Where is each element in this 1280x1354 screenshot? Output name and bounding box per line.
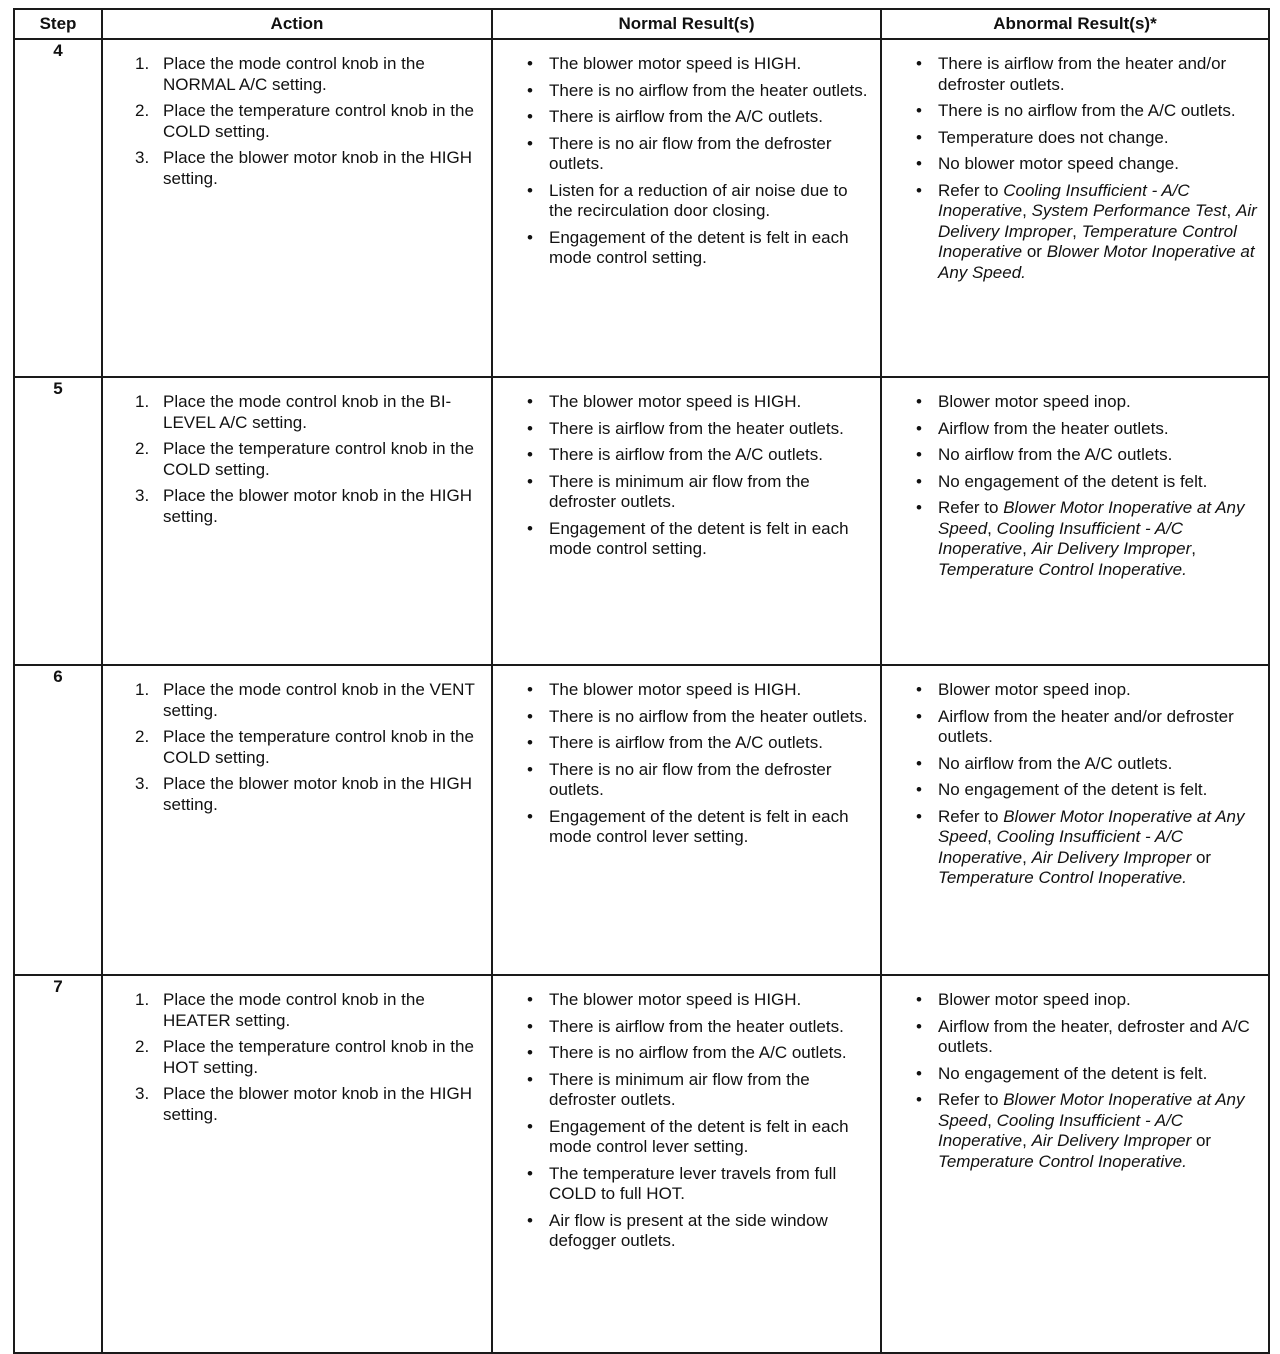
- refer-separator: ,: [1226, 201, 1236, 220]
- table-row: [14, 39, 1269, 377]
- action-item: [135, 1037, 481, 1078]
- header-row: [14, 9, 1269, 39]
- refer-prefix: Refer to: [938, 498, 999, 517]
- abnormal-results-list: [892, 54, 1258, 283]
- normal-result-item: • There is minimum air flow from the defroster outlets.: [527, 472, 870, 513]
- refer-separator: or: [1191, 1131, 1212, 1150]
- abnormal-results-cell: [881, 665, 1269, 975]
- abnormal-result-item: • There is airflow from the heater and/or defroster outlets.: [916, 54, 1258, 95]
- refer-prefix: Refer to: [938, 806, 999, 826]
- action-number: 3.: [135, 486, 150, 505]
- abnormal-result-item: • No airflow from the A/C outlets.: [916, 445, 1258, 466]
- action-text: Place the blower motor knob in the HIGH setting.: [163, 1084, 472, 1124]
- action-number: 1.: [135, 990, 150, 1009]
- abnormal-result-item: • Airflow from the heater outlets.: [916, 419, 1258, 440]
- normal-result-item: • The blower motor speed is HIGH.: [527, 54, 870, 75]
- normal-result-item: • Air flow is present at the side window defogger outlets.: [527, 1211, 870, 1252]
- action-list: [113, 392, 481, 527]
- action-list: [113, 680, 481, 815]
- refer-procedure: Cooling Insufficient - A/C Inoperative: [938, 518, 1184, 558]
- refer-separator: ,: [1072, 221, 1082, 241]
- action-item: [135, 148, 481, 189]
- header-action: Action: [102, 9, 492, 39]
- refer-separator: or: [1191, 847, 1212, 867]
- normal-result-item: • There is airflow from the heater outlets.: [527, 419, 870, 440]
- normal-result-item: • Engagement of the detent is felt in each mode control lever setting.: [527, 807, 870, 848]
- step-number: 4: [14, 39, 102, 377]
- normal-result-item: • There is airflow from the A/C outlets.: [527, 733, 870, 754]
- normal-result-item: • Engagement of the detent is felt in each mode control setting.: [527, 519, 870, 560]
- action-number: 3.: [135, 774, 150, 793]
- refer-procedure: Blower Motor Inoperative at Any Speed.: [938, 242, 1255, 282]
- abnormal-results-list: [892, 680, 1258, 889]
- action-cell: [102, 975, 492, 1353]
- normal-result-item: • There is no airflow from the heater outlets.: [527, 81, 870, 102]
- normal-result-item: • There is airflow from the heater outlets.: [527, 1017, 870, 1038]
- diagnostic-table: [13, 8, 1270, 1354]
- action-text: Place the blower motor knob in the HIGH setting.: [163, 774, 472, 814]
- normal-result-item: • The temperature lever travels from full COLD to full HOT.: [527, 1164, 870, 1205]
- abnormal-result-item: • Temperature does not change.: [916, 128, 1258, 149]
- refer-to-item: [916, 807, 1258, 889]
- action-item: [135, 990, 481, 1031]
- action-text: Place the blower motor knob in the HIGH setting.: [163, 486, 472, 526]
- action-list: [113, 990, 481, 1125]
- action-cell: [102, 377, 492, 665]
- action-item: [135, 774, 481, 815]
- normal-result-item: • There is minimum air flow from the defroster outlets.: [527, 1070, 870, 1111]
- abnormal-results-cell: [881, 377, 1269, 665]
- refer-separator: ,: [1022, 539, 1032, 558]
- action-item: [135, 101, 481, 142]
- normal-results-cell: [492, 665, 881, 975]
- abnormal-result-item: • Blower motor speed inop.: [916, 392, 1258, 413]
- refer-procedure: Temperature Control Inoperative.: [938, 1151, 1187, 1171]
- normal-results-cell: [492, 377, 881, 665]
- header-normal-results: Normal Result(s): [492, 9, 881, 39]
- action-number: 1.: [135, 54, 150, 73]
- action-item: [135, 1084, 481, 1125]
- normal-results-list: [503, 990, 870, 1252]
- refer-procedure: Blower Motor Inoperative at Any Speed: [938, 1090, 1245, 1130]
- abnormal-result-item: • Airflow from the heater, defroster and A/C outlets.: [916, 1017, 1258, 1058]
- normal-result-item: • The blower motor speed is HIGH.: [527, 680, 870, 701]
- refer-separator: ,: [1022, 201, 1032, 220]
- abnormal-results-cell: [881, 975, 1269, 1353]
- action-text: Place the mode control knob in the NORMAL A/C setting.: [163, 54, 425, 94]
- action-list: [113, 54, 481, 189]
- action-text: Place the mode control knob in the HEATER setting.: [163, 990, 425, 1030]
- action-text: Place the temperature control knob in the HOT setting.: [163, 1037, 474, 1077]
- action-number: 1.: [135, 680, 150, 699]
- normal-result-item: • Engagement of the detent is felt in each mode control setting.: [527, 228, 870, 269]
- refer-to-item: [916, 181, 1258, 284]
- table-row: [14, 377, 1269, 665]
- normal-result-item: • There is no airflow from the A/C outlets.: [527, 1043, 870, 1064]
- refer-separator: or: [1022, 242, 1047, 261]
- refer-separator: ,: [987, 1110, 997, 1130]
- normal-results-list: [503, 392, 870, 560]
- abnormal-result-item: • No engagement of the detent is felt.: [916, 780, 1258, 801]
- action-text: Place the temperature control knob in the COLD setting.: [163, 439, 474, 479]
- refer-procedure: Cooling Insufficient - A/C Inoperative: [938, 180, 1190, 220]
- action-item: [135, 486, 481, 527]
- normal-result-item: • Listen for a reduction of air noise due to the recirculation door closing.: [527, 181, 870, 222]
- refer-procedure: Temperature Control Inoperative.: [938, 868, 1187, 887]
- abnormal-result-item: • Blower motor speed inop.: [916, 680, 1258, 701]
- refer-separator: ,: [1191, 539, 1196, 558]
- normal-result-item: • There is airflow from the A/C outlets.: [527, 107, 870, 128]
- normal-results-cell: [492, 975, 881, 1353]
- abnormal-results-cell: [881, 39, 1269, 377]
- abnormal-result-item: • Airflow from the heater and/or defroster outlets.: [916, 707, 1258, 748]
- header-abnormal-results: Abnormal Result(s)*: [881, 9, 1269, 39]
- action-number: 2.: [135, 101, 150, 120]
- action-text: Place the blower motor knob in the HIGH setting.: [163, 148, 472, 188]
- normal-results-list: [503, 54, 870, 269]
- step-number: 5: [14, 377, 102, 665]
- action-number: 3.: [135, 148, 150, 167]
- refer-procedure: Blower Motor Inoperative at Any Speed: [938, 498, 1245, 538]
- refer-procedure: Cooling Insufficient - A/C Inoperative: [938, 1110, 1184, 1150]
- abnormal-result-item: • Blower motor speed inop.: [916, 990, 1258, 1011]
- action-number: 2.: [135, 439, 150, 458]
- normal-result-item: • There is airflow from the A/C outlets.: [527, 445, 870, 466]
- normal-results-list: [503, 680, 870, 848]
- refer-prefix: Refer to: [938, 1090, 999, 1109]
- abnormal-result-item: • No engagement of the detent is felt.: [916, 472, 1258, 493]
- action-cell: [102, 665, 492, 975]
- action-cell: [102, 39, 492, 377]
- normal-result-item: • Engagement of the detent is felt in each mode control lever setting.: [527, 1117, 870, 1158]
- action-number: 3.: [135, 1084, 150, 1103]
- step-number: 6: [14, 665, 102, 975]
- refer-to-item: [916, 498, 1258, 580]
- abnormal-result-item: • No airflow from the A/C outlets.: [916, 754, 1258, 775]
- action-item: [135, 392, 481, 433]
- refer-procedure: Temperature Control Inoperative: [938, 221, 1237, 261]
- refer-procedure: Cooling Insufficient - A/C Inoperative: [938, 827, 1184, 867]
- action-text: Place the temperature control knob in the COLD setting.: [163, 101, 474, 141]
- step-number: 7: [14, 975, 102, 1353]
- action-number: 2.: [135, 1037, 150, 1056]
- action-text: Place the mode control knob in the VENT setting.: [163, 680, 475, 720]
- abnormal-result-item: • There is no airflow from the A/C outlets.: [916, 101, 1258, 122]
- normal-result-item: • There is no air flow from the defroster outlets.: [527, 134, 870, 175]
- refer-procedure: Air Delivery Improper: [1031, 1131, 1192, 1150]
- action-item: [135, 439, 481, 480]
- refer-prefix: Refer to: [938, 180, 999, 200]
- normal-result-item: • The blower motor speed is HIGH.: [527, 990, 870, 1011]
- action-text: Place the temperature control knob in the COLD setting.: [163, 727, 474, 767]
- refer-procedure: Temperature Control Inoperative.: [938, 559, 1187, 579]
- table-row: [14, 665, 1269, 975]
- refer-separator: ,: [1022, 847, 1032, 867]
- normal-results-cell: [492, 39, 881, 377]
- table-row: [14, 975, 1269, 1353]
- action-item: [135, 54, 481, 95]
- refer-separator: ,: [987, 518, 997, 538]
- action-text: Place the mode control knob in the BI-LEVEL A/C setting.: [163, 392, 452, 432]
- action-item: [135, 680, 481, 721]
- header-step: Step: [14, 9, 102, 39]
- normal-result-item: • The blower motor speed is HIGH.: [527, 392, 870, 413]
- refer-separator: ,: [1022, 1131, 1032, 1150]
- refer-procedure: Air Delivery Improper: [938, 201, 1257, 241]
- normal-result-item: • There is no airflow from the heater outlets.: [527, 707, 870, 728]
- action-item: [135, 727, 481, 768]
- normal-result-item: • There is no air flow from the defroster outlets.: [527, 760, 870, 801]
- action-number: 2.: [135, 727, 150, 746]
- refer-procedure: Air Delivery Improper: [1031, 847, 1192, 867]
- refer-procedure: Blower Motor Inoperative at Any Speed: [938, 806, 1245, 846]
- action-number: 1.: [135, 392, 150, 411]
- abnormal-result-item: • No engagement of the detent is felt.: [916, 1064, 1258, 1085]
- refer-separator: ,: [987, 827, 997, 846]
- abnormal-results-list: [892, 990, 1258, 1172]
- abnormal-results-list: [892, 392, 1258, 580]
- refer-procedure: System Performance Test: [1031, 201, 1227, 220]
- abnormal-result-item: • No blower motor speed change.: [916, 154, 1258, 175]
- refer-procedure: Air Delivery Improper: [1031, 539, 1192, 558]
- refer-to-item: [916, 1090, 1258, 1172]
